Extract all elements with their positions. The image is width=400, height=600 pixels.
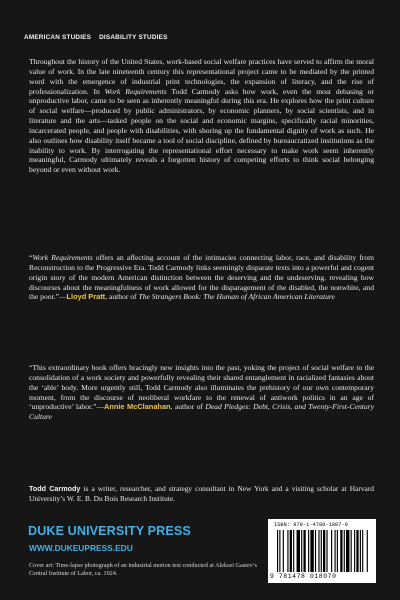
publisher-name: DUKE UNIVERSITY PRESS bbox=[28, 524, 191, 538]
quote1-attribution-book: The Strangers Book: The Human of African American Literature bbox=[138, 292, 335, 302]
blurb-annie-mcclanahan bbox=[29, 363, 374, 422]
blurb-lloyd-pratt bbox=[29, 253, 374, 302]
author-bio bbox=[29, 484, 374, 503]
quote-open-mark: “ bbox=[29, 253, 33, 262]
quote2-dash: — bbox=[96, 402, 104, 412]
subject-categories bbox=[24, 34, 168, 41]
publisher-website[interactable]: WWW.DUKEUPRESS.EDU bbox=[29, 543, 133, 553]
isbn-label: ISBN: 978-1-4780-1807-0 bbox=[274, 522, 348, 528]
barcode-digits bbox=[270, 573, 374, 580]
subject-american-studies: AMERICAN STUDIES bbox=[24, 34, 92, 41]
quote1-author-of: , author of bbox=[105, 292, 139, 302]
quote1-book-title: Work Requirements bbox=[32, 253, 93, 262]
quote1-attribution-name: Lloyd Pratt bbox=[66, 292, 106, 302]
barcode-digits-group-2: 018070 bbox=[309, 573, 337, 580]
description-part-1: Throughout the history of the United States, work-based social welfare practices have served to affirm the moral value of work. In the late nineteenth century this representational project came to be mediated by the printed word with the emergence of industrial print technologies, the expansion of literacy, and the rise of professionalization. In bbox=[29, 57, 374, 96]
author-bio-text: is a writer, researcher, and strategy consultant in New York and a visiting scholar at Harvard University’s W. E. B. Du Bois Research Institute. bbox=[29, 484, 374, 503]
book-description bbox=[29, 57, 374, 175]
quote2-author-of: , author of bbox=[170, 402, 206, 412]
quote2-text: “This extraordinary book offers bracingly new insights into the past, yoking the project of social welfare to the consolidation of a work society and powerfully revealing their shared entanglement in racialized fantasies about the ‘able’ body. More urgently still, Todd Carmody also illuminates the prehistory of our own contemporary moment, from the discourse of neoliberal workfare to the renewal of antiwork politics in an age of ‘unproductive’ labor.” bbox=[29, 363, 374, 412]
cover-art-credit: Cover art: Time-lapse photograph of an industrial motion test conducted at Aleksei Gastev’s Central Institute of Labor, ca. 1924. bbox=[29, 562, 257, 577]
author-bio-name: Todd Carmody bbox=[29, 484, 81, 493]
quote1-dash: — bbox=[58, 292, 67, 302]
quote2-attribution-name: Annie McClanahan bbox=[103, 402, 171, 412]
barcode-digits-group-1: 781478 bbox=[278, 573, 306, 580]
quote2-attribution-book: Dead Pledges: Debt, Crisis, and Twenty-First-Century Culture bbox=[29, 402, 374, 422]
subject-disability-studies: DISABILITY STUDIES bbox=[99, 34, 168, 41]
isbn-barcode bbox=[268, 519, 376, 583]
description-book-title: Work Requirements bbox=[104, 86, 167, 96]
barcode-lead-digit: 9 bbox=[270, 573, 275, 580]
quote1-text: offers an affecting account of the intimacies connecting labor, race, and disability from Reconstruction to the Progressive Era. Todd Carmody links seemingly disparate texts into a powerful and cogent origin story of the modern American distinction between the deserving and the undeserving, revealing how discourses about the meaningfulness of work allowed for the disparagement of the disabled, the nonwhite, and the poor.” bbox=[29, 253, 375, 302]
description-part-2: Todd Carmody asks how work, even the most debasing or unproductive labor, came to be seen as inherently meaningful during this era. He explores how the print culture of social welfare—produced by public administrators, by economic planners, by social scientists, and in literature and the arts—tasked people on the social and economic margins, specifically racial minorities, incarcerated people, and people with disabilities, with shoring up the fundamental dignity of work as such. He also outlines how disability itself became a tool of social discipline, defined by bureaucratized institutions as the inability to work. By interrogating the representational effort necessary to make work seem inherently meaningful, Carmody ultimately reveals a forgotten history of competing efforts to think social belonging beyond or even without work. bbox=[29, 86, 375, 175]
